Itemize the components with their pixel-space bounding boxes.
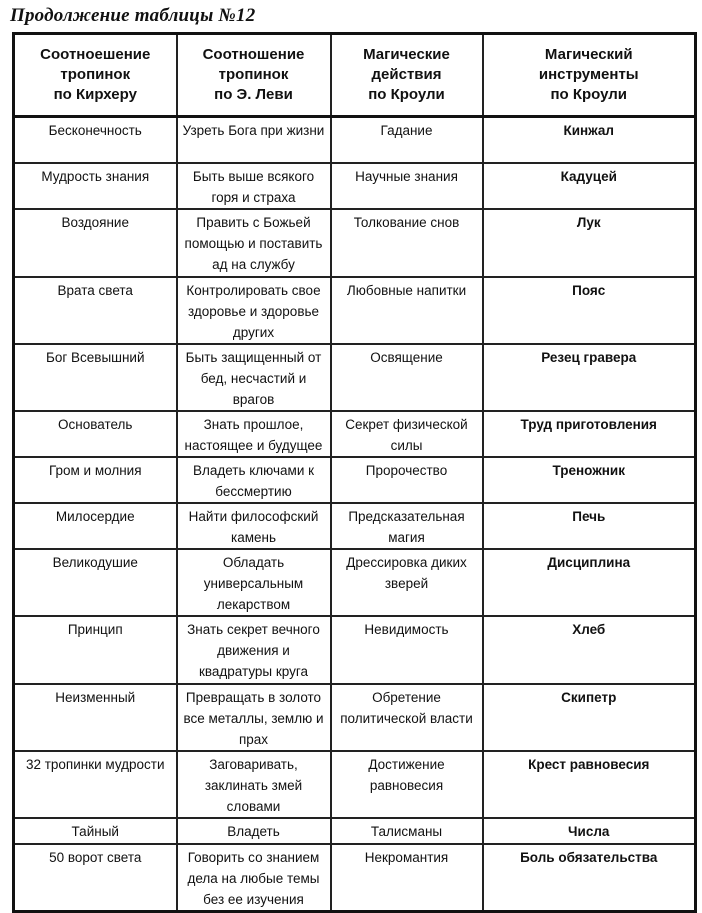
table-row — [14, 616, 696, 684]
header-tools-line-3: по Кроули — [550, 86, 628, 103]
header-levi — [177, 34, 331, 117]
header-levi-line-1: Соотношение — [202, 46, 305, 63]
magic-table — [12, 32, 697, 913]
cell-kircher: Тайный — [14, 818, 177, 844]
header-actions-line-3: по Кроули — [368, 86, 445, 103]
cell-kircher: Основатель — [14, 411, 177, 457]
table-row — [14, 209, 696, 277]
table-row — [14, 163, 696, 209]
cell-action: Секрет физической силы — [331, 411, 483, 457]
cell-levi: Знать секрет вечного движения и квадратуры круга — [177, 616, 331, 684]
table-row — [14, 277, 696, 344]
header-levi-line-2: тропинок — [218, 66, 289, 83]
header-tools-line-2: инструменты — [538, 66, 639, 83]
cell-tool: Кадуцей — [483, 163, 696, 209]
cell-tool: Лук — [483, 209, 696, 277]
table-row — [14, 844, 696, 912]
cell-action: Освящение — [331, 344, 483, 411]
cell-action: Гадание — [331, 117, 483, 163]
cell-kircher: Бесконечность — [14, 117, 177, 163]
cell-levi: Править с Божьей помощью и поставить ад на службу — [177, 209, 331, 277]
cell-levi: Контролировать свое здоровье и здоровье других — [177, 277, 331, 344]
cell-kircher: Мудрость знания — [14, 163, 177, 209]
cell-tool: Числа — [483, 818, 696, 844]
cell-tool: Пояс — [483, 277, 696, 344]
header-kircher — [14, 34, 177, 117]
cell-action: Предсказательная магия — [331, 503, 483, 549]
cell-kircher: 32 тропинки мудрости — [14, 751, 177, 818]
table-row — [14, 344, 696, 411]
cell-tool: Кинжал — [483, 117, 696, 163]
cell-tool: Дисциплина — [483, 549, 696, 616]
table-caption: Продолжение таблицы №12 — [10, 5, 256, 26]
cell-action: Пророчество — [331, 457, 483, 503]
cell-kircher: Врата света — [14, 277, 177, 344]
cell-tool: Печь — [483, 503, 696, 549]
table-row — [14, 457, 696, 503]
cell-action: Обретение политической власти — [331, 684, 483, 751]
cell-action: Достижение равновесия — [331, 751, 483, 818]
table-row — [14, 117, 696, 163]
table-row — [14, 503, 696, 549]
header-levi-line-3: по Э. Леви — [214, 86, 293, 103]
cell-action: Дрессировка диких зверей — [331, 549, 483, 616]
cell-tool: Боль обязательства — [483, 844, 696, 912]
cell-levi: Заговаривать, заклинать змей словами — [177, 751, 331, 818]
cell-levi: Быть защищенный от бед, несчастий и врагов — [177, 344, 331, 411]
cell-levi: Узреть Бога при жизни — [177, 117, 331, 163]
header-row — [14, 34, 696, 117]
cell-kircher: Гром и молния — [14, 457, 177, 503]
cell-action: Любовные напитки — [331, 277, 483, 344]
header-kircher-line-2: тропинок — [60, 66, 131, 83]
cell-action: Некромантия — [331, 844, 483, 912]
cell-levi: Найти философский камень — [177, 503, 331, 549]
cell-tool: Резец гравера — [483, 344, 696, 411]
cell-action: Невидимость — [331, 616, 483, 684]
cell-tool: Крест равновесия — [483, 751, 696, 818]
header-actions-line-2: действия — [371, 66, 442, 83]
cell-kircher: Милосердие — [14, 503, 177, 549]
header-crowley-actions — [331, 34, 483, 117]
header-kircher-line-1: Соотноешение — [40, 46, 151, 63]
header-actions-line-1: Магические — [363, 46, 450, 63]
cell-tool: Хлеб — [483, 616, 696, 684]
table-row — [14, 684, 696, 751]
cell-action: Талисманы — [331, 818, 483, 844]
header-crowley-tools — [483, 34, 696, 117]
cell-kircher: Великодушие — [14, 549, 177, 616]
cell-levi: Превращать в золото все металлы, землю и прах — [177, 684, 331, 751]
cell-levi: Знать прошлое, настоящее и будущее — [177, 411, 331, 457]
table-row — [14, 818, 696, 844]
table-row — [14, 411, 696, 457]
cell-kircher: Неизменный — [14, 684, 177, 751]
cell-levi: Быть выше всякого горя и страха — [177, 163, 331, 209]
cell-tool: Труд приготовления — [483, 411, 696, 457]
cell-levi: Владеть ключами к бессмертию — [177, 457, 331, 503]
table-row — [14, 751, 696, 818]
cell-kircher: Принцип — [14, 616, 177, 684]
cell-tool: Треножник — [483, 457, 696, 503]
header-kircher-line-3: по Кирхеру — [53, 86, 137, 103]
cell-action: Толкование снов — [331, 209, 483, 277]
cell-levi: Обладать универсальным лекарством — [177, 549, 331, 616]
cell-tool: Скипетр — [483, 684, 696, 751]
cell-levi: Владеть — [177, 818, 331, 844]
cell-kircher: 50 ворот света — [14, 844, 177, 912]
header-tools-line-1: Магический — [544, 46, 633, 63]
cell-action: Научные знания — [331, 163, 483, 209]
cell-levi: Говорить со знанием дела на любые темы без ее изучения — [177, 844, 331, 912]
table-row — [14, 549, 696, 616]
cell-kircher: Бог Всевышний — [14, 344, 177, 411]
cell-kircher: Воздояние — [14, 209, 177, 277]
